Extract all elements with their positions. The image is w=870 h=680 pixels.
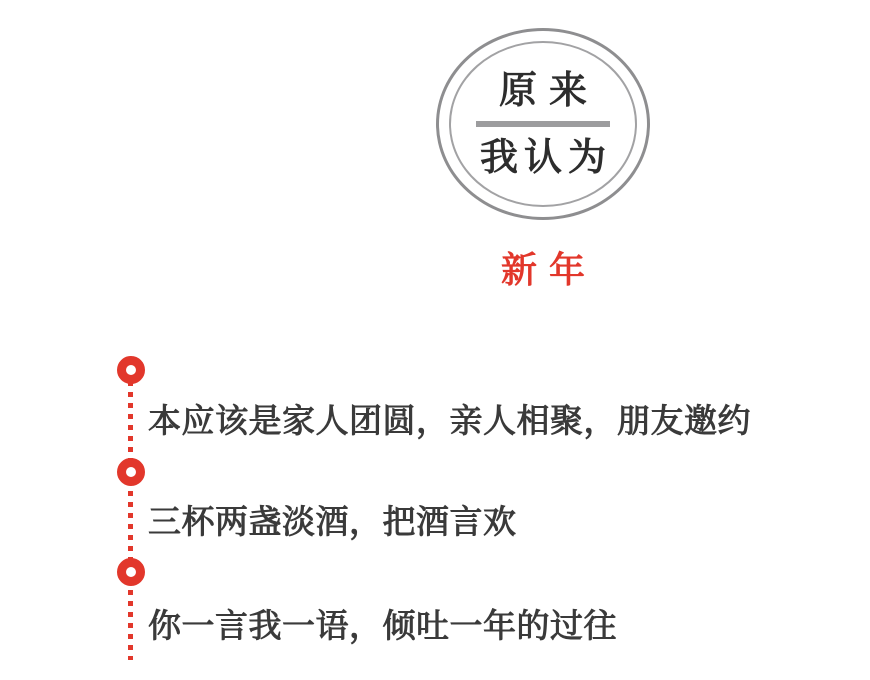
timeline-bullet-icon [117, 558, 145, 586]
circle-badge-inner-ring [449, 41, 637, 207]
timeline-bullet-icon [117, 356, 145, 384]
badge-bottom-label: 我认为 [479, 136, 612, 179]
timeline-dotted-line [128, 370, 133, 660]
timeline-bullet-icon [117, 458, 145, 486]
timeline-item-text: 你一言我一语，倾吐一年的过往 [148, 609, 617, 645]
badge-divider [476, 121, 610, 127]
badge-top-label: 原来 [498, 69, 599, 112]
subtitle-new-year: 新年 [500, 249, 597, 290]
timeline-item-text: 本应该是家人团圆，亲人相聚，朋友邀约 [148, 404, 751, 440]
circle-badge [436, 28, 650, 220]
timeline-item-text: 三杯两盏淡酒，把酒言欢 [148, 505, 517, 541]
